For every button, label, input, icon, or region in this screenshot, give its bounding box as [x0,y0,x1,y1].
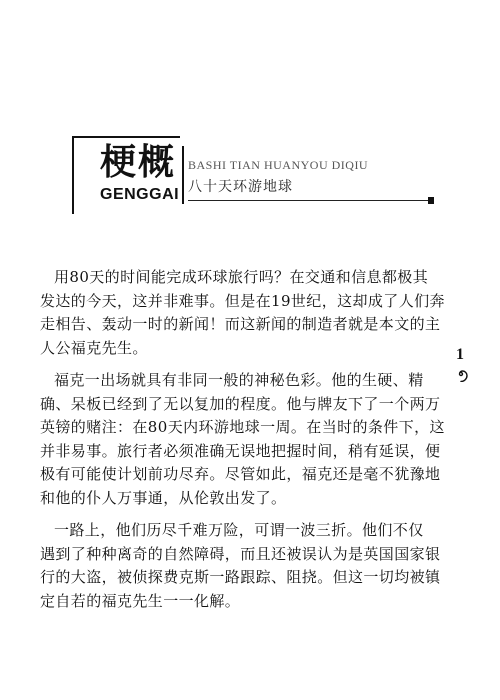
text-line: 确、呆板已经到了无以复加的程度。他与牌友下了一个两万 [40,394,441,413]
book-title-pinyin: BASHI TIAN HUANYOU DIQIU [188,158,369,172]
spiral-ornament-icon [453,366,469,382]
text-line: 用80天的时间能完成环球旅行吗？在交通和信息都极其 [54,268,429,286]
page-number: 1 [456,346,464,363]
paragraph-gap [40,510,440,519]
text-line: 福克一出场就具有非同一般的神秘色彩。他的生硬、精 [54,371,424,389]
paragraph [40,369,445,510]
text-line: 遇到了种种离奇的自然障碍，而且还被误认为是英国国家银 [40,544,441,563]
text-line: 走相告、轰动一时的新闻！而这新闻的制造者就是本文的主 [40,315,441,333]
paragraph [40,266,445,360]
text-line: 发达的今天，这并非难事。但是在19世纪，这却成了人们奔 [40,291,445,310]
header-rule [188,200,428,201]
paragraph [40,519,440,613]
text-line: 极有可能使计划前功尽弃。尽管如此，福克还是毫不犹豫地 [40,465,441,483]
text-line: 一路上，他们历尽千难万险，可谓一波三折。他们不仅 [54,521,424,539]
chapter-title-pinyin: GENGGAI [100,186,180,203]
book-title: 八十天环游地球 [188,179,293,195]
chapter-title: 梗概 [100,141,177,183]
text-line: 英镑的赌注：在80天内环游地球一周。在当时的条件下，这 [40,418,445,436]
text-line: 定自若的福克先生一一化解。 [40,591,241,610]
text-line: 并非易事。旅行者必须准确无误地把握时间，稍有延误，便 [40,441,441,460]
paragraph-gap [40,360,440,369]
text-line: 和他的仆人万事通，从伦敦出发了。 [40,488,287,507]
text-line: 行的大盗，被侦探费克斯一路跟踪、阻挠。但这一切均被镇 [40,568,441,586]
body-text [40,266,445,613]
header-rule-end-mark [428,197,434,204]
text-line: 人公福克先生。 [40,338,148,357]
title-divider [182,146,184,204]
